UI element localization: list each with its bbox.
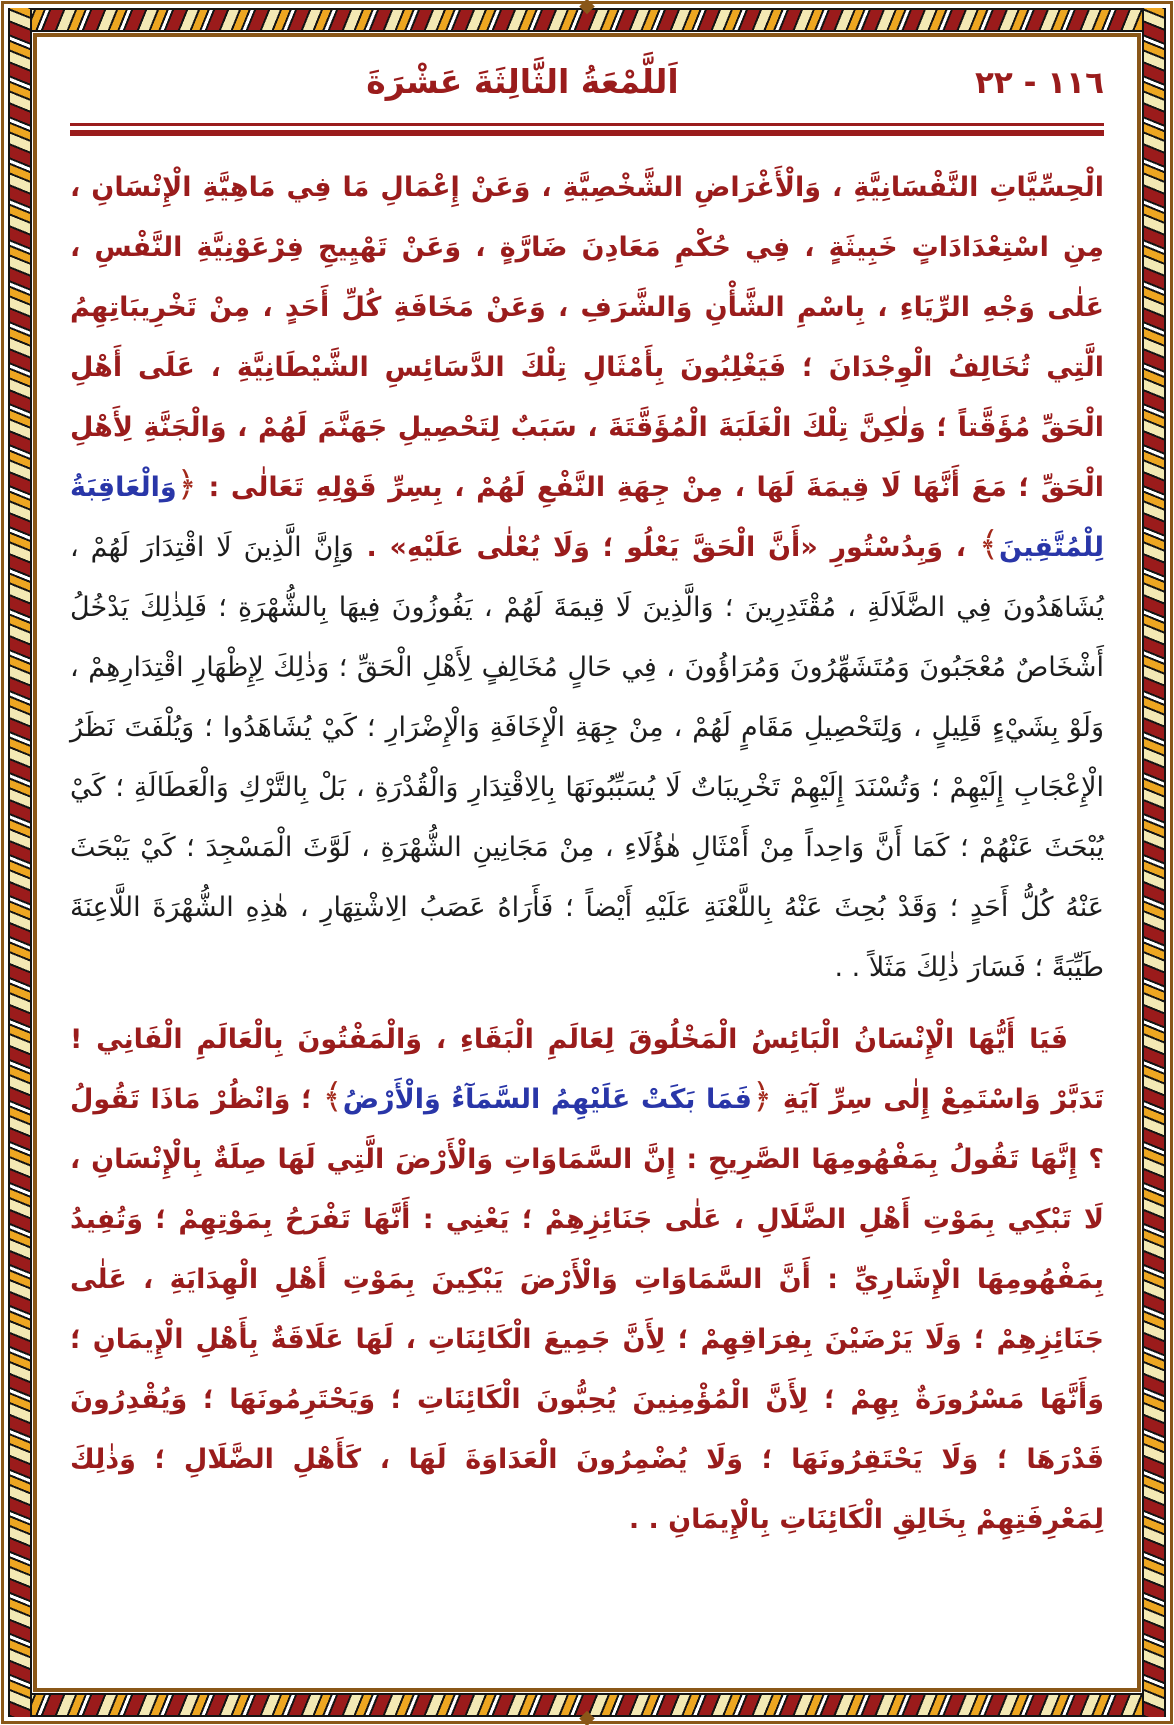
text-segment: فَيَا أَيُّهَا الْإِنْسَانُ الْبَائِسُ الْمَخْلُوقَ لِعَالَمِ الْبَقَاءِ ، وَالْمَفْتُونَ بِالْعَالَمِ الْفَانِي ! تَدَبَّرْ وَاسْتَمِعْ إِلٰى سِرِّ آيَةِ xyxy=(70,1024,1104,1115)
paragraph xyxy=(70,158,1104,998)
quran-close-bracket: ﴾ xyxy=(978,525,999,565)
text-segment: وَإِنَّ الَّذِينَ لَا اقْتِدَارَ لَهُمْ ، يُشَاهَدُونَ فِي الضَّلَالَةِ ، مُقْتَدِرِينَ ؛ وَالَّذِينَ لَا قِيمَةَ لَهُمْ ، يَفُوزُونَ فِيهَا بِالشُّهْرَةِ ؛ فَلِذٰلِكَ يَدْخُلُ أَشْخَاصٌ مُعْجَبُونَ وَمُتَشَهِّرُونَ وَمُرَاؤُونَ ، فِي حَالٍ مُخَالِفٍ لِأَهْلِ الْحَقِّ ؛ وَذٰلِكَ لِإِظْهَارِ اقْتِدَارِهِمْ ، وَلَوْ بِشَيْءٍ قَلِيلٍ ، وَلِتَحْصِيلِ مَقَامٍ لَهُمْ ، مِنْ جِهَةِ الْإِخَافَةِ وَالْإِضْرَارِ ؛ كَيْ يُشَاهَدُوا ؛ وَيُلْفَتَ نَظَرُ الْإِعْجَابِ إِلَيْهِمْ ؛ وَتُسْنَدَ إِلَيْهِمْ تَخْرِيبَاتٌ لَا يُسَبِّبُونَهَا بِالِاقْتِدَارِ وَالْقُدْرَةِ ، بَلْ بِالتَّرْكِ وَالْعَطَالَةِ ؛ كَيْ يُبْحَثَ عَنْهُمْ ؛ كَمَا أَنَّ وَاحِداً مِنْ أَمْثَالِ هٰؤُلَاءِ ، مِنْ مَجَانِينِ الشُّهْرَةِ ، لَوَّثَ الْمَسْجِدَ ؛ كَيْ يَبْحَثَ عَنْهُ كُلُّ أَحَدٍ ؛ وَقَدْ بُحِثَ عَنْهُ بِاللَّعْنَةِ عَلَيْهِ أَيْضاً ؛ فَأَرَاهُ عَصَبُ الِاشْتِهَارِ ، هٰذِهِ الشُّهْرَةَ اللَّاعِنَةَ طَيِّبَةً ؛ فَسَارَ ذٰلِكَ مَثَلاً . . xyxy=(70,532,1104,983)
paragraph xyxy=(70,1010,1104,1550)
quran-quote: وَالْعَاقِبَةُ لِلْمُتَّقِينَ xyxy=(70,472,1105,563)
page-number: ١١٦ - ٢٢ xyxy=(974,65,1104,101)
ornamental-border-left xyxy=(8,8,32,1717)
header-divider-rule xyxy=(70,123,1104,136)
text-segment: الْحِسِّيَّاتِ النَّفْسَانِيَّةِ ، وَالْأَغْرَاضِ الشَّخْصِيَّةِ ، وَعَنْ إِعْمَالِ مَا فِي مَاهِيَّةِ الْإِنْسَانِ ، مِنِ اسْتِعْدَادَاتٍ خَبِيثَةٍ ، فِي حُكْمِ مَعَادِنَ ضَارَّةٍ ، وَعَنْ تَهْيِيجِ فِرْعَوْنِيَّةِ النَّفْسِ ، عَلٰى وَجْهِ الرِّيَاءِ ، بِاسْمِ الشَّأْنِ وَالشَّرَفِ ، وَعَنْ مَخَافَةِ كُلِّ أَحَدٍ ، مِنْ تَخْرِيبَاتِهِمُ الَّتِي تُخَالِفُ الْوِجْدَانَ ؛ فَيَغْلِبُونَ بِأَمْثَالِ تِلْكَ الدَّسَائِسِ الشَّيْطَانِيَّةِ ، عَلَى أَهْلِ الْحَقِّ مُؤَقَّتاً ؛ وَلٰكِنَّ تِلْكَ الْغَلَبَةَ الْمُؤَقَّتَةَ ، سَبَبٌ لِتَحْصِيلِ جَهَنَّمَ لَهُمْ ، وَالْجَنَّةِ لِأَهْلِ الْحَقِّ ؛ مَعَ أَنَّهَا لَا قِيمَةَ لَهَا ، مِنْ جِهَةِ النَّفْعِ لَهُمْ ، بِسِرِّ قَوْلِهِ تَعَالٰى : xyxy=(70,172,1104,503)
quran-quote: فَمَا بَكَتْ عَلَيْهِمُ السَّمَآءُ وَالْأَرْضُ xyxy=(342,1084,752,1115)
text-segment: ؛ وَانْظُرْ مَاذَا تَقُولُ ؟ إِنَّهَا تَقُولُ بِمَفْهُومِهَا الصَّرِيحِ : إِنَّ السَّمَاوَاتِ وَالْأَرْضَ الَّتِي لَهَا صِلَةٌ بِالْإِنْسَانِ ، لَا تَبْكِي بِمَوْتِ أَهْلِ الضَّلَالِ ، عَلٰى جَنَائِزِهِمْ ؛ يَعْنِي : أَنَّهَا تَفْرَحُ بِمَوْتِهِمْ ؛ وَتُفِيدُ بِمَفْهُومِهَا الْإِشَارِيِّ : أَنَّ السَّمَاوَاتِ وَالْأَرْضَ يَبْكِينَ بِمَوْتِ أَهْلِ الْهِدَايَةِ ، عَلٰى جَنَائِزِهِمْ ؛ وَلَا يَرْضَيْنَ بِفِرَاقِهِمْ ؛ لِأَنَّ جَمِيعَ الْكَائِنَاتِ ، لَهَا عَلَاقَةٌ بِأَهْلِ الْإِيمَانِ ؛ وَأَنَّهَا مَسْرُورَةٌ بِهِمْ ؛ لِأَنَّ الْمُؤْمِنِينَ يُحِبُّونَ الْكَائِنَاتِ ؛ وَيَحْتَرِمُونَهَا ؛ وَيُقْدِرُونَ قَدْرَهَا ؛ وَلَا يَحْتَقِرُونَهَا ؛ وَلَا يُضْمِرُونَ الْعَدَاوَةَ لَهَا ، كَأَهْلِ الضَّلَالِ ؛ وَذٰلِكَ لِمَعْرِفَتِهِمْ بِخَالِقِ الْكَائِنَاتِ بِالْإِيمَانِ . . xyxy=(70,1084,1104,1535)
bottom-center-diamond-ornament xyxy=(579,1711,595,1725)
page-header xyxy=(70,62,1104,101)
ornamental-border-right xyxy=(1142,8,1166,1717)
quran-open-bracket: ﴿ xyxy=(176,465,197,505)
top-center-diamond-ornament xyxy=(579,0,595,14)
ornamental-border-bottom xyxy=(8,1693,1166,1717)
text-segment: ، وَبِدُسْتُورِ «أَنَّ الْحَقَّ يَعْلُو ؛ وَلَا يُعْلٰى عَلَيْهِ» . xyxy=(353,532,979,563)
page-content xyxy=(70,44,1104,1681)
page-title: اَللَّمْعَةُ الثَّالِثَةَ عَشْرَةَ xyxy=(366,62,679,101)
quran-close-bracket: ﴾ xyxy=(322,1077,343,1117)
body-text xyxy=(70,158,1104,1550)
ornamental-border-top xyxy=(8,8,1166,32)
quran-open-bracket: ﴿ xyxy=(751,1077,773,1117)
